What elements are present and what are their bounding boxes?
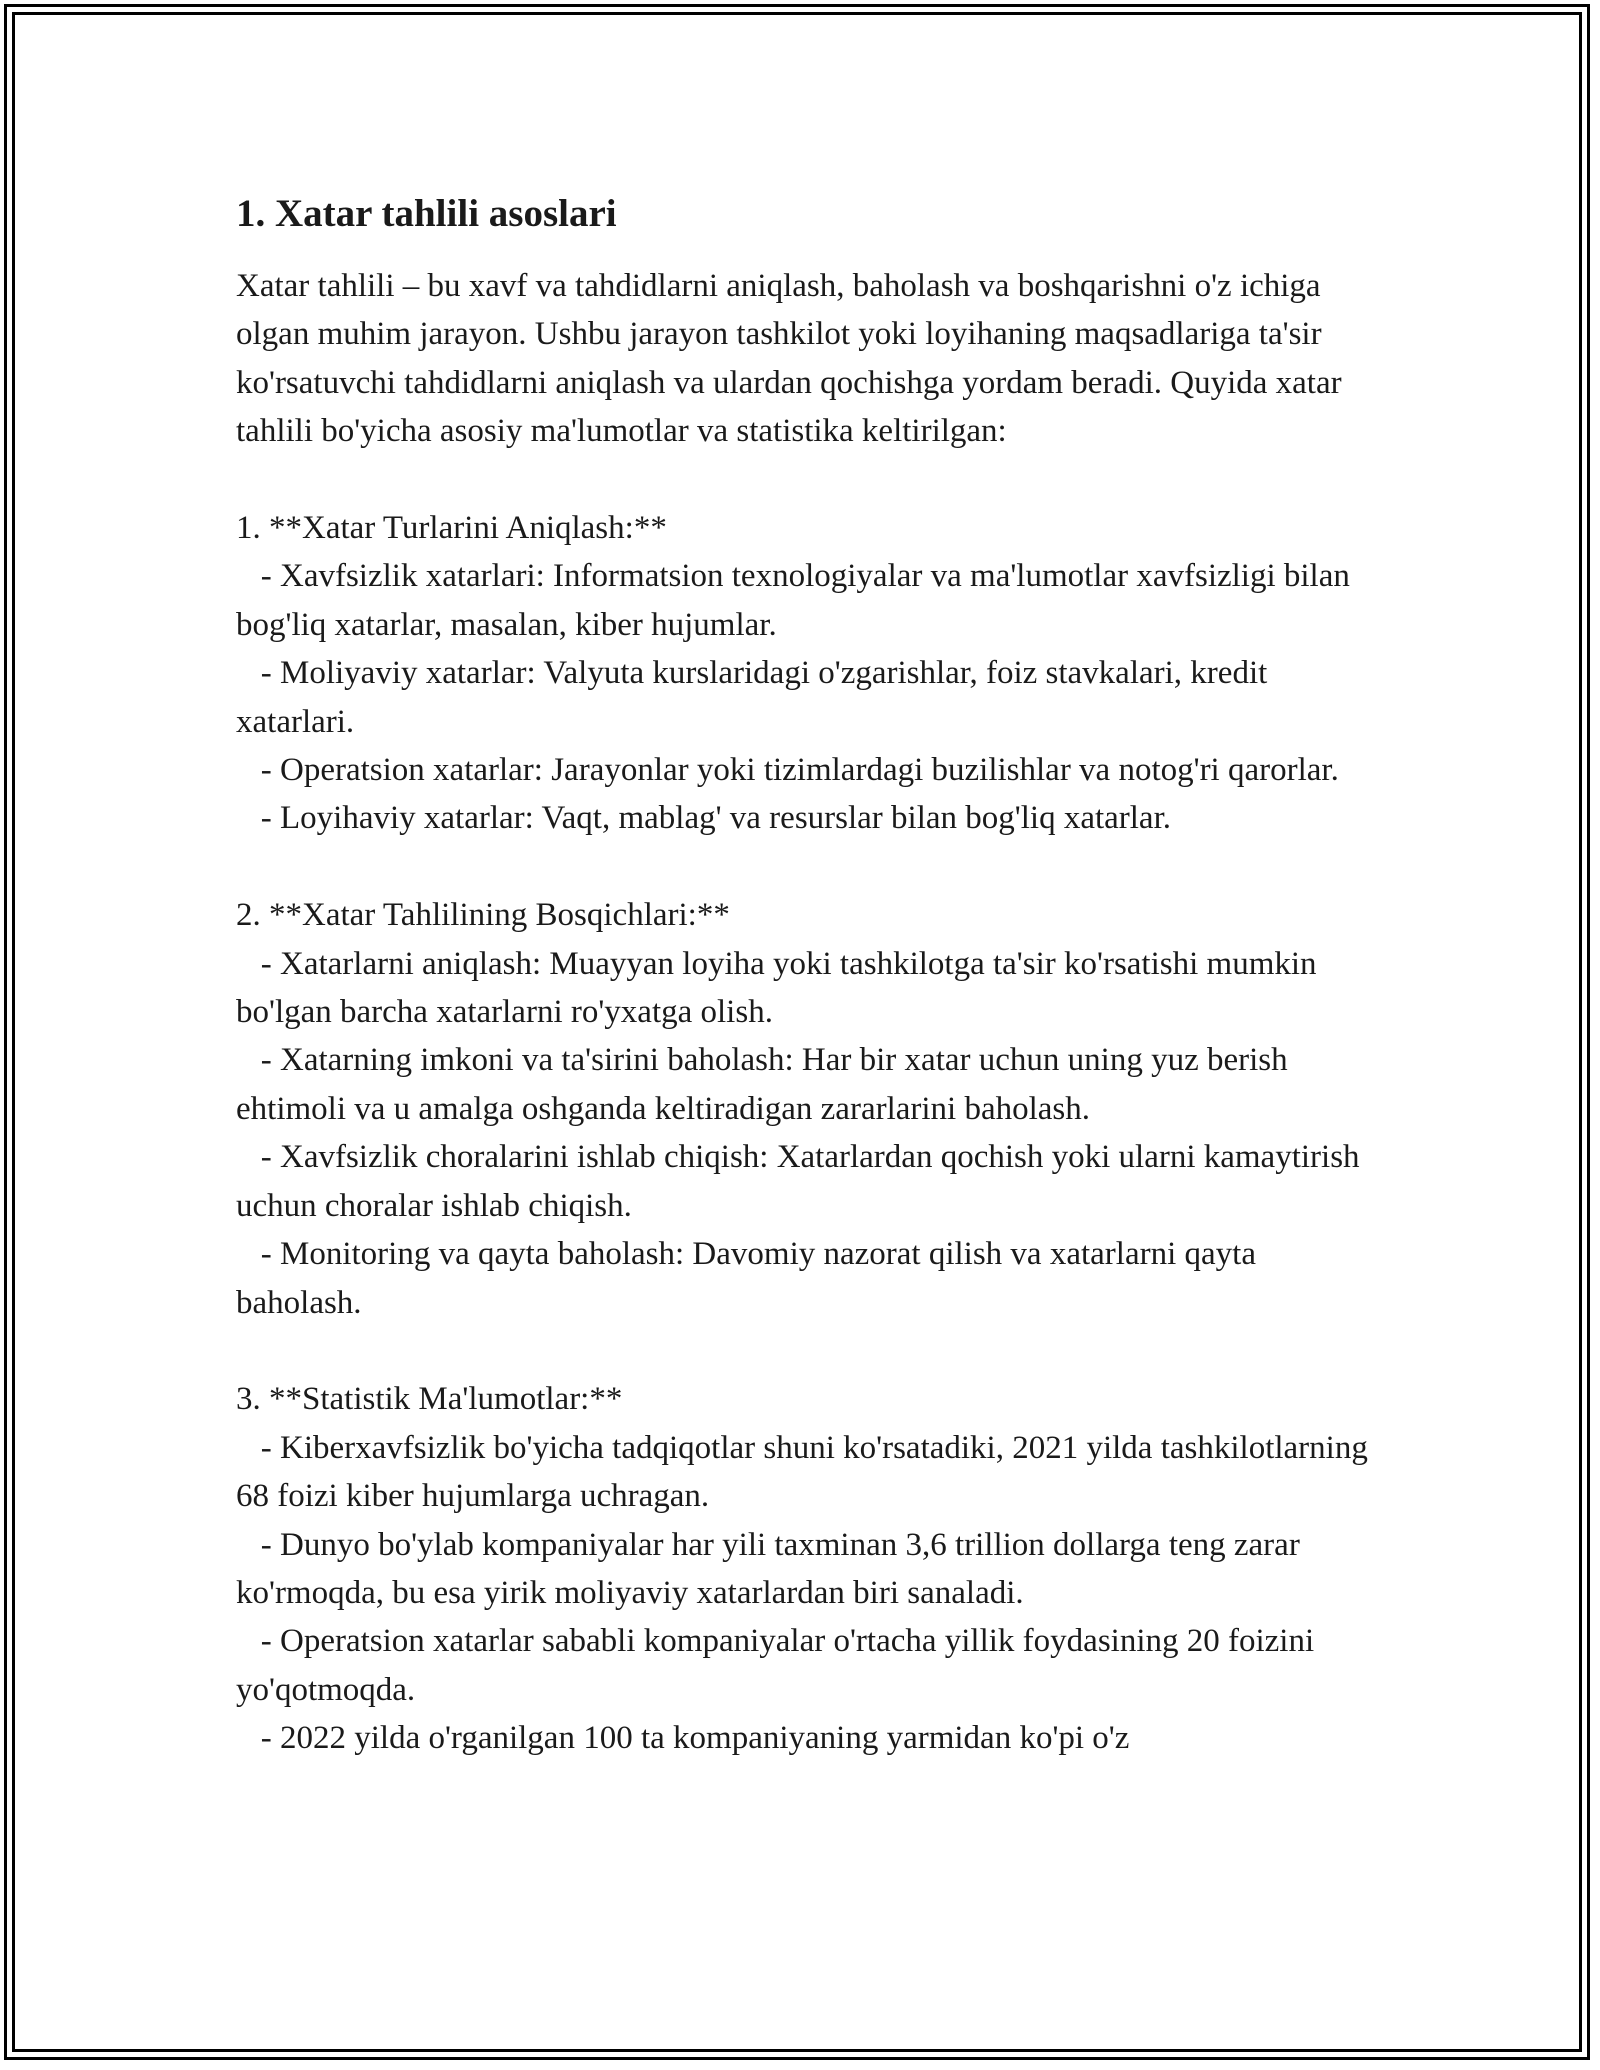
list-item: - Dunyo bo'ylab kompaniyalar har yili taxminan 3,6 trillion dollarga teng zarar ko'rmoqda, bu esa yirik moliyaviy xatarlardan biri sanaladi. [236, 1526, 1309, 1611]
list-item: - Monitoring va qayta baholash: Davomiy nazorat qilish va xatarlarni qayta baholash. [236, 1236, 1265, 1321]
list-item: - Xatarning imkoni va ta'sirini baholash: Har bir xatar uchun uning yuz berish ehtimoli va u amalga oshganda keltiradigan zararlarini baholash. [236, 1042, 1296, 1127]
list-item: - Operatsion xatarlar: Jarayonlar yoki tizimlardagi buzilishlar va notog'ri qarorlar. [236, 752, 1339, 789]
page-title: 1. Xatar tahlili asoslari [236, 192, 617, 235]
spacer [236, 1327, 1376, 1375]
list-item: - Xatarlarni aniqlash: Muayyan loyiha yoki tashkilotga ta'sir ko'rsatishi mumkin bo'lgan barcha xatarlarni ro'yxatga olish. [236, 945, 1325, 1031]
list-item: - 2022 yilda o'rganilgan 100 ta kompaniyaning yarmidan ko'pi o'z [236, 1720, 1130, 1757]
section-statistics [236, 1375, 1376, 1762]
spacer [236, 843, 1376, 891]
list-item: - Kiberxavfsizlik bo'yicha tadqiqotlar shuni ko'rsatadiki, 2021 yilda tashkilotlarning 68 foizi kiber hujumlarga uchragan. [236, 1429, 1377, 1515]
intro-paragraph: Xatar tahlili – bu xavf va tahdidlarni aniqlash, baholash va boshqarishni o'z ichiga olgan muhim jarayon. Ushbu jarayon tashkilot yoki loyihaning maqsadlariga ta'sir ko'rsatuvchi tahdidlarni aniqlash va ulardan qochishga yordam beradi. Quyida xatar tahlili bo'yicha asosiy ma'lumotlar va statistika keltirilgan: [236, 268, 1342, 450]
section-risk-types [236, 504, 1376, 843]
list-item: - Loyihaviy xatarlar: Vaqt, mablag' va resurslar bilan bog'liq xatarlar. [236, 800, 1171, 837]
list-item: - Xavfsizlik choralarini ishlab chiqish: Xatarlardan qochish yoki ularni kamaytirish uchun choralar ishlab chiqish. [236, 1139, 1368, 1224]
section-title: 2. **Xatar Tahlilining Bosqichlari:** [236, 897, 730, 934]
spacer [236, 456, 1376, 504]
list-item: - Moliyaviy xatarlar: Valyuta kurslaridagi o'zgarishlar, foiz stavkalari, kredit xatarlari. [236, 655, 1276, 740]
list-item: - Operatsion xatarlar sababli kompaniyalar o'rtacha yillik foydasining 20 foizini yo'qotmoqda. [236, 1623, 1323, 1708]
list-item: - Xavfsizlik xatarlari: Informatsion texnologiyalar va ma'lumotlar xavfsizligi bilan bog'liq xatarlar, masalan, kiber hujumlar. [236, 558, 1359, 643]
section-title: 1. **Xatar Turlarini Aniqlash:** [236, 510, 667, 547]
section-analysis-stages [236, 891, 1376, 1327]
document-body [236, 186, 1376, 1763]
section-title: 3. **Statistik Ma'lumotlar:** [236, 1381, 623, 1418]
